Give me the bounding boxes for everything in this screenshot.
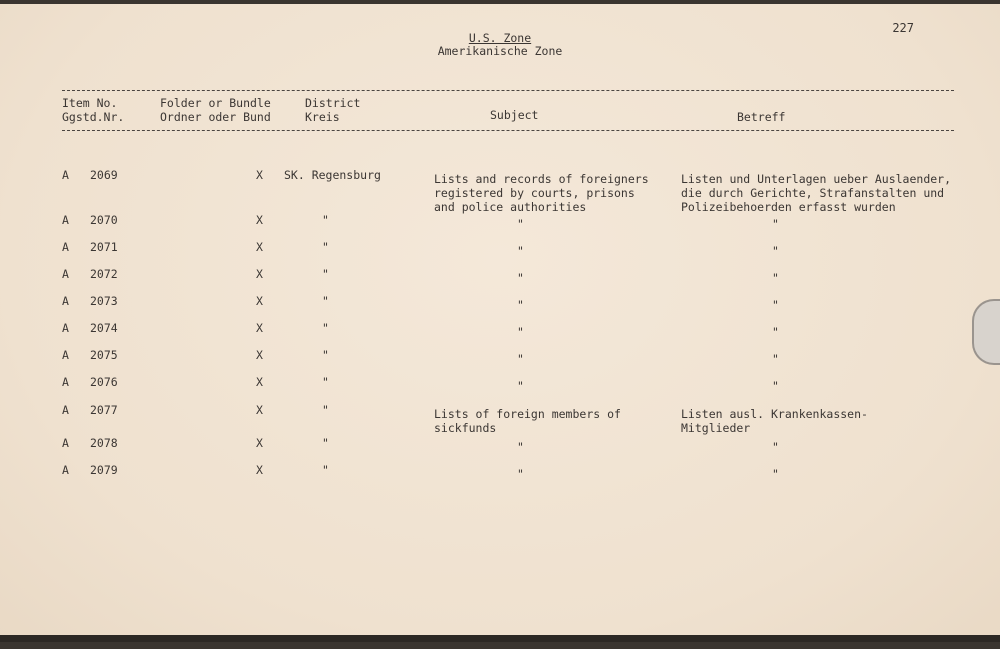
row-district: " [322, 436, 329, 450]
row-folder-mark: X [256, 213, 263, 227]
table-row [0, 403, 1000, 435]
row-district: " [322, 348, 329, 362]
row-subject: " [517, 352, 524, 366]
row-district: SK. Regensburg [284, 168, 381, 182]
row-folder-mark: X [256, 168, 263, 182]
row-item-number: 2075 [90, 348, 118, 362]
table-row [0, 375, 1000, 393]
row-folder-mark: X [256, 240, 263, 254]
row-folder-mark: X [256, 348, 263, 362]
row-item-number: 2074 [90, 321, 118, 335]
row-folder-mark: X [256, 321, 263, 335]
row-item-prefix: A [62, 294, 69, 308]
column-header-item: Item No. Ggstd.Nr. [62, 96, 125, 124]
table-row [0, 240, 1000, 258]
header-bottom-rule [62, 130, 954, 131]
row-item-prefix: A [62, 213, 69, 227]
row-item-prefix: A [62, 403, 69, 417]
row-subject: Lists and records of foreigners registered by courts, prisons and police authorities [434, 172, 649, 214]
row-betreff: " [772, 352, 779, 366]
column-header-district: District Kreis [305, 96, 361, 124]
row-item-number: 2071 [90, 240, 118, 254]
row-item-number: 2077 [90, 403, 118, 417]
row-folder-mark: X [256, 436, 263, 450]
row-item-number: 2072 [90, 267, 118, 281]
table-row [0, 168, 1000, 214]
row-subject: " [517, 440, 524, 454]
row-betreff: " [772, 467, 779, 481]
table-row [0, 436, 1000, 454]
row-district: " [322, 321, 329, 335]
table-row [0, 294, 1000, 312]
row-betreff: " [772, 379, 779, 393]
row-district: " [322, 267, 329, 281]
table-row [0, 463, 1000, 481]
row-item-prefix: A [62, 348, 69, 362]
row-betreff: " [772, 271, 779, 285]
row-subject: " [517, 298, 524, 312]
row-item-prefix: A [62, 321, 69, 335]
row-district: " [322, 294, 329, 308]
row-item-number: 2078 [90, 436, 118, 450]
document-page [0, 4, 1000, 642]
zone-subtitle: Amerikanische Zone [437, 44, 563, 58]
row-subject: " [517, 271, 524, 285]
row-district: " [322, 403, 329, 417]
column-header-betreff: Betreff [737, 110, 786, 124]
row-item-number: 2070 [90, 213, 118, 227]
row-folder-mark: X [256, 267, 263, 281]
row-betreff: " [772, 440, 779, 454]
binder-clip-tab [972, 299, 1000, 365]
row-betreff: " [772, 244, 779, 258]
row-item-number: 2073 [90, 294, 118, 308]
row-subject: " [517, 467, 524, 481]
row-item-prefix: A [62, 240, 69, 254]
row-betreff: " [772, 325, 779, 339]
row-district: " [322, 463, 329, 477]
row-item-prefix: A [62, 168, 69, 182]
table-row [0, 348, 1000, 366]
table-row [0, 321, 1000, 339]
row-subject: " [517, 325, 524, 339]
row-betreff: Listen ausl. Krankenkassen- Mitglieder [681, 407, 868, 435]
row-betreff: " [772, 217, 779, 231]
row-district: " [322, 240, 329, 254]
row-item-prefix: A [62, 463, 69, 477]
row-subject: " [517, 379, 524, 393]
row-folder-mark: X [256, 294, 263, 308]
row-district: " [322, 375, 329, 389]
row-item-number: 2076 [90, 375, 118, 389]
row-folder-mark: X [256, 463, 263, 477]
row-subject: Lists of foreign members of sickfunds [434, 407, 621, 435]
row-subject: " [517, 217, 524, 231]
row-item-number: 2069 [90, 168, 118, 182]
row-district: " [322, 213, 329, 227]
row-betreff: Listen und Unterlagen ueber Auslaender, die durch Gerichte, Strafanstalten und Polizeibehoerden erfasst wurden [681, 172, 952, 214]
table-row [0, 267, 1000, 285]
row-folder-mark: X [256, 403, 263, 417]
page-number: 227 [892, 21, 914, 35]
row-item-prefix: A [62, 267, 69, 281]
row-item-number: 2079 [90, 463, 118, 477]
table-row [0, 213, 1000, 231]
zone-title: U.S. Zone [468, 31, 532, 45]
header-top-rule [62, 90, 954, 91]
row-subject: " [517, 244, 524, 258]
row-item-prefix: A [62, 375, 69, 389]
row-betreff: " [772, 298, 779, 312]
page-bottom-edge [0, 635, 1000, 642]
row-item-prefix: A [62, 436, 69, 450]
column-header-folder: Folder or Bundle Ordner oder Bund [160, 96, 271, 124]
row-folder-mark: X [256, 375, 263, 389]
column-header-subject: Subject [490, 108, 539, 122]
